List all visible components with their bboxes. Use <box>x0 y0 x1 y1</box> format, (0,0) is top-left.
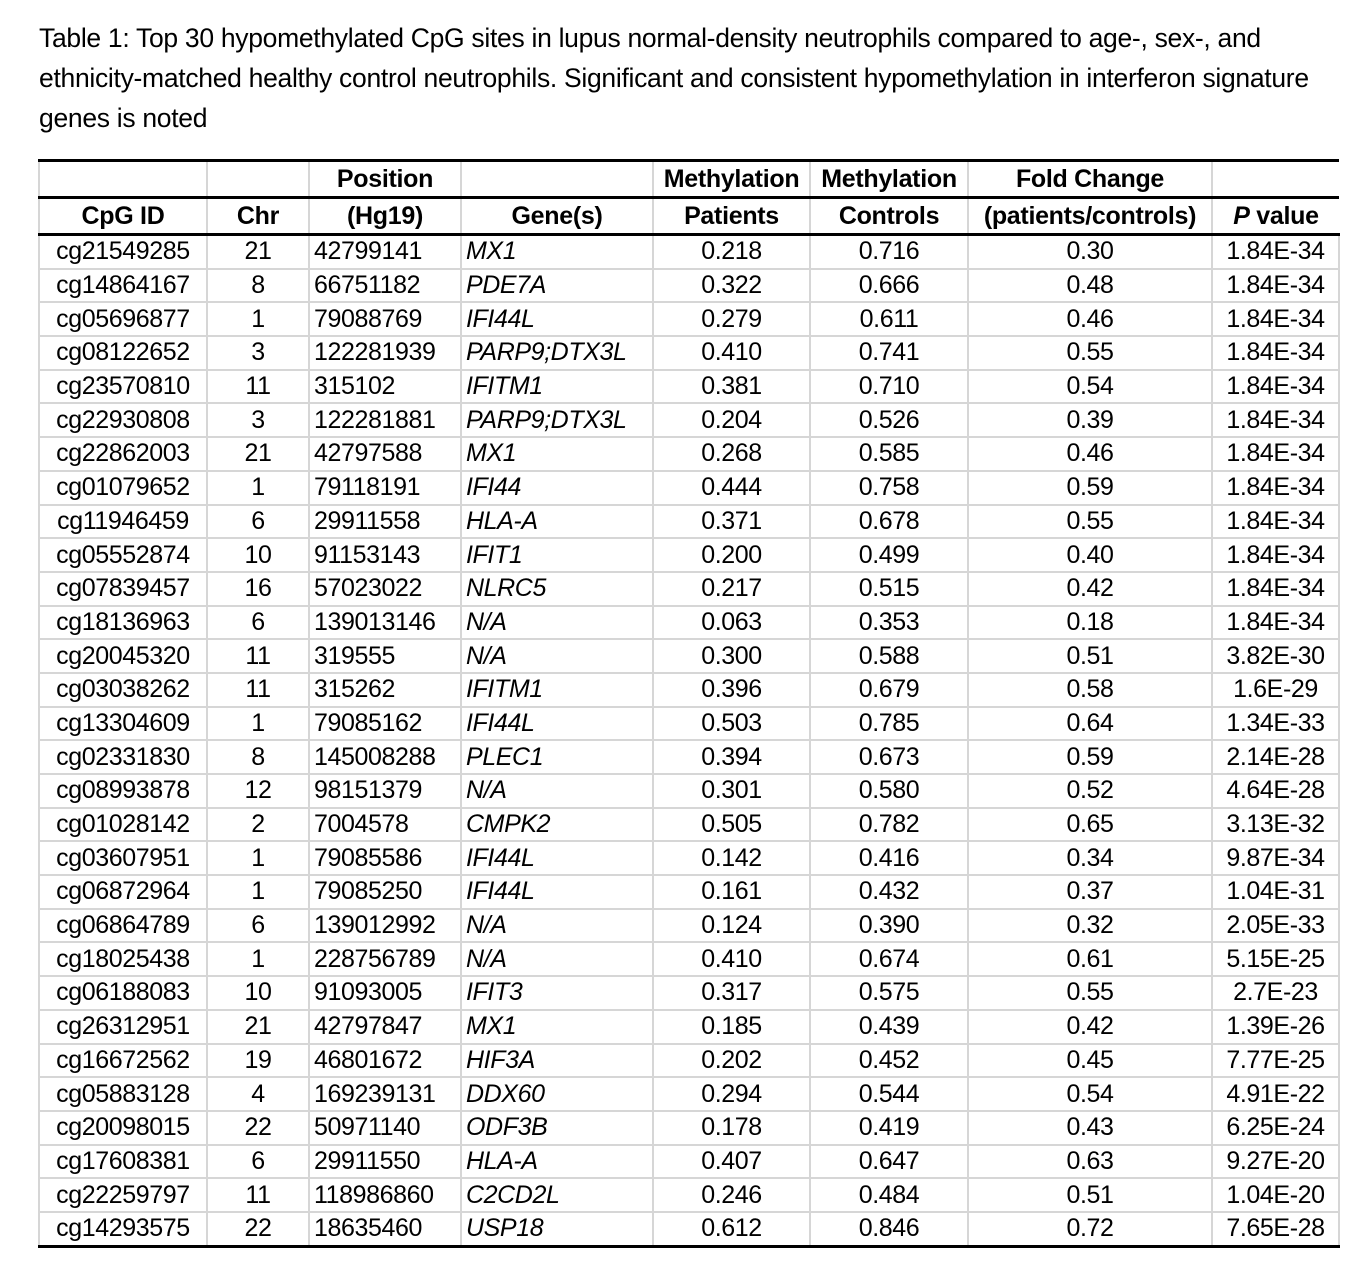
cell-genes: IFIT3 <box>461 976 653 1010</box>
cell-meth-patients: 0.200 <box>653 538 810 572</box>
header-genes: Gene(s) <box>461 198 653 235</box>
cell-meth-patients: 0.317 <box>653 976 810 1010</box>
cell-genes: MX1 <box>461 437 653 471</box>
cell-meth-patients: 0.322 <box>653 269 810 303</box>
cell-meth-controls: 0.647 <box>810 1145 968 1179</box>
cell-genes: NLRC5 <box>461 572 653 606</box>
cell-cpg-id: cg11946459 <box>39 505 207 539</box>
header-meth-patients-line2: Patients <box>653 198 810 235</box>
cell-cpg-id: cg06188083 <box>39 976 207 1010</box>
cell-fold-change: 0.59 <box>968 471 1212 505</box>
table-row <box>39 774 1339 808</box>
cell-cpg-id: cg08993878 <box>39 774 207 808</box>
table-row <box>39 740 1339 774</box>
cell-genes: IFI44L <box>461 875 653 909</box>
cell-chr: 21 <box>207 235 309 269</box>
cell-cpg-id: cg22862003 <box>39 437 207 471</box>
cell-chr: 3 <box>207 336 309 370</box>
cell-position: 42797847 <box>309 1010 461 1044</box>
cell-genes: PLEC1 <box>461 740 653 774</box>
cell-meth-controls: 0.674 <box>810 942 968 976</box>
cell-cpg-id: cg18136963 <box>39 606 207 640</box>
cell-genes: ODF3B <box>461 1111 653 1145</box>
cell-meth-controls: 0.741 <box>810 336 968 370</box>
table-row <box>39 471 1339 505</box>
cell-meth-controls: 0.666 <box>810 269 968 303</box>
cell-meth-patients: 0.407 <box>653 1145 810 1179</box>
cell-position: 42799141 <box>309 235 461 269</box>
cell-meth-controls: 0.611 <box>810 302 968 336</box>
cell-p-value: 1.84E-34 <box>1212 336 1339 370</box>
header-cpg-id: CpG ID <box>39 198 207 235</box>
cell-meth-patients: 0.444 <box>653 471 810 505</box>
header-p-value <box>1212 198 1339 235</box>
cell-genes: CMPK2 <box>461 808 653 842</box>
cell-cpg-id: cg05552874 <box>39 538 207 572</box>
cell-p-value: 4.91E-22 <box>1212 1077 1339 1111</box>
cell-cpg-id: cg18025438 <box>39 942 207 976</box>
cell-position: 79088769 <box>309 302 461 336</box>
cell-fold-change: 0.54 <box>968 1077 1212 1111</box>
cell-position: 79085586 <box>309 841 461 875</box>
cell-meth-patients: 0.178 <box>653 1111 810 1145</box>
cell-meth-patients: 0.396 <box>653 673 810 707</box>
cell-position: 29911558 <box>309 505 461 539</box>
cell-p-value: 1.6E-29 <box>1212 673 1339 707</box>
cell-meth-patients: 0.503 <box>653 707 810 741</box>
cell-meth-controls: 0.710 <box>810 370 968 404</box>
cell-p-value: 1.39E-26 <box>1212 1010 1339 1044</box>
header-fold-line2: (patients/controls) <box>968 198 1212 235</box>
header-genes-blank <box>461 161 653 198</box>
table-row <box>39 302 1339 336</box>
cell-fold-change: 0.46 <box>968 437 1212 471</box>
table-row <box>39 1010 1339 1044</box>
cell-p-value: 1.84E-34 <box>1212 269 1339 303</box>
cell-cpg-id: cg07839457 <box>39 572 207 606</box>
cell-cpg-id: cg03607951 <box>39 841 207 875</box>
cell-meth-controls: 0.526 <box>810 403 968 437</box>
cell-chr: 1 <box>207 942 309 976</box>
header-p-rest: value <box>1249 202 1319 230</box>
cell-meth-controls: 0.785 <box>810 707 968 741</box>
header-position-line2: (Hg19) <box>309 198 461 235</box>
cell-chr: 3 <box>207 403 309 437</box>
cell-meth-controls: 0.716 <box>810 235 968 269</box>
table-row <box>39 673 1339 707</box>
table-row <box>39 336 1339 370</box>
cell-fold-change: 0.61 <box>968 942 1212 976</box>
cell-meth-controls: 0.484 <box>810 1178 968 1212</box>
cell-fold-change: 0.64 <box>968 707 1212 741</box>
cell-cpg-id: cg17608381 <box>39 1145 207 1179</box>
table-caption: Table 1: Top 30 hypomethylated CpG sites in lupus normal-density neutrophils compared to age-, sex-, and ethnicity-matched healthy control neutrophils. Significant and consistent hypomethylation in interferon signature genes is noted <box>39 23 1309 133</box>
cell-fold-change: 0.37 <box>968 875 1212 909</box>
cell-p-value: 1.84E-34 <box>1212 403 1339 437</box>
header-fold-line1: Fold Change <box>968 161 1212 198</box>
cell-position: 122281881 <box>309 403 461 437</box>
cell-cpg-id: cg05883128 <box>39 1077 207 1111</box>
cell-p-value: 3.13E-32 <box>1212 808 1339 842</box>
cell-fold-change: 0.54 <box>968 370 1212 404</box>
cell-position: 228756789 <box>309 942 461 976</box>
table-row <box>39 808 1339 842</box>
cell-genes: N/A <box>461 606 653 640</box>
cell-p-value: 2.7E-23 <box>1212 976 1339 1010</box>
cell-p-value: 3.82E-30 <box>1212 639 1339 673</box>
table-row <box>39 1212 1339 1246</box>
cell-position: 42797588 <box>309 437 461 471</box>
table-row <box>39 942 1339 976</box>
cell-meth-controls: 0.432 <box>810 875 968 909</box>
header-meth-controls-line2: Controls <box>810 198 968 235</box>
table-row <box>39 269 1339 303</box>
cell-cpg-id: cg20098015 <box>39 1111 207 1145</box>
cell-chr: 6 <box>207 1145 309 1179</box>
cell-position: 315262 <box>309 673 461 707</box>
cell-fold-change: 0.18 <box>968 606 1212 640</box>
cell-genes: N/A <box>461 639 653 673</box>
cell-meth-patients: 0.268 <box>653 437 810 471</box>
header-meth-controls-line1: Methylation <box>810 161 968 198</box>
table-row <box>39 538 1339 572</box>
table-row <box>39 235 1339 269</box>
table-row <box>39 707 1339 741</box>
cell-genes: MX1 <box>461 235 653 269</box>
cell-p-value: 6.25E-24 <box>1212 1111 1339 1145</box>
cell-meth-patients: 0.202 <box>653 1044 810 1078</box>
cell-meth-patients: 0.185 <box>653 1010 810 1044</box>
cell-position: 91093005 <box>309 976 461 1010</box>
cell-meth-patients: 0.218 <box>653 235 810 269</box>
cell-fold-change: 0.52 <box>968 774 1212 808</box>
cell-genes: USP18 <box>461 1212 653 1246</box>
table-row <box>39 1111 1339 1145</box>
cell-p-value: 2.05E-33 <box>1212 909 1339 943</box>
cell-meth-controls: 0.679 <box>810 673 968 707</box>
cell-p-value: 1.84E-34 <box>1212 471 1339 505</box>
cell-p-value: 5.15E-25 <box>1212 942 1339 976</box>
cell-genes: PARP9;DTX3L <box>461 403 653 437</box>
table-header <box>39 161 1339 235</box>
cell-chr: 6 <box>207 505 309 539</box>
cell-genes: HLA-A <box>461 1145 653 1179</box>
cell-genes: HLA-A <box>461 505 653 539</box>
cell-genes: IFI44 <box>461 471 653 505</box>
cell-chr: 1 <box>207 471 309 505</box>
cell-fold-change: 0.46 <box>968 302 1212 336</box>
table-row <box>39 1044 1339 1078</box>
cell-chr: 11 <box>207 1178 309 1212</box>
cell-position: 50971140 <box>309 1111 461 1145</box>
cell-fold-change: 0.51 <box>968 639 1212 673</box>
cell-position: 98151379 <box>309 774 461 808</box>
cell-p-value: 1.34E-33 <box>1212 707 1339 741</box>
cell-p-value: 1.84E-34 <box>1212 505 1339 539</box>
cell-position: 122281939 <box>309 336 461 370</box>
cell-genes: IFI44L <box>461 302 653 336</box>
cell-chr: 1 <box>207 302 309 336</box>
cell-p-value: 1.84E-34 <box>1212 235 1339 269</box>
cell-fold-change: 0.58 <box>968 673 1212 707</box>
header-chr-blank <box>207 161 309 198</box>
cell-meth-controls: 0.452 <box>810 1044 968 1078</box>
table-row <box>39 437 1339 471</box>
cell-chr: 19 <box>207 1044 309 1078</box>
cell-cpg-id: cg14864167 <box>39 269 207 303</box>
table-row <box>39 505 1339 539</box>
cell-position: 91153143 <box>309 538 461 572</box>
cell-meth-patients: 0.505 <box>653 808 810 842</box>
cell-meth-controls: 0.390 <box>810 909 968 943</box>
cell-genes: C2CD2L <box>461 1178 653 1212</box>
cell-cpg-id: cg21549285 <box>39 235 207 269</box>
table-row <box>39 841 1339 875</box>
table-row <box>39 572 1339 606</box>
table-row <box>39 639 1339 673</box>
table-row <box>39 370 1339 404</box>
cell-p-value: 2.14E-28 <box>1212 740 1339 774</box>
cell-cpg-id: cg23570810 <box>39 370 207 404</box>
cell-chr: 10 <box>207 538 309 572</box>
cell-cpg-id: cg14293575 <box>39 1212 207 1246</box>
cell-fold-change: 0.34 <box>968 841 1212 875</box>
cell-cpg-id: cg01079652 <box>39 471 207 505</box>
cell-cpg-id: cg08122652 <box>39 336 207 370</box>
cell-cpg-id: cg02331830 <box>39 740 207 774</box>
cell-genes: MX1 <box>461 1010 653 1044</box>
cell-chr: 11 <box>207 673 309 707</box>
cell-meth-controls: 0.846 <box>810 1212 968 1246</box>
cell-meth-controls: 0.515 <box>810 572 968 606</box>
cell-meth-controls: 0.585 <box>810 437 968 471</box>
header-p-blank <box>1212 161 1339 198</box>
cell-genes: DDX60 <box>461 1077 653 1111</box>
cell-fold-change: 0.55 <box>968 505 1212 539</box>
cell-p-value: 4.64E-28 <box>1212 774 1339 808</box>
cell-position: 79118191 <box>309 471 461 505</box>
cell-meth-controls: 0.678 <box>810 505 968 539</box>
cell-p-value: 1.84E-34 <box>1212 437 1339 471</box>
cell-meth-controls: 0.673 <box>810 740 968 774</box>
cell-position: 169239131 <box>309 1077 461 1111</box>
cell-meth-patients: 0.279 <box>653 302 810 336</box>
cell-genes: IFI44L <box>461 707 653 741</box>
cell-meth-patients: 0.294 <box>653 1077 810 1111</box>
cell-fold-change: 0.55 <box>968 336 1212 370</box>
cell-cpg-id: cg03038262 <box>39 673 207 707</box>
methylation-table <box>38 159 1340 1248</box>
cell-cpg-id: cg05696877 <box>39 302 207 336</box>
table-row <box>39 875 1339 909</box>
cell-p-value: 1.84E-34 <box>1212 572 1339 606</box>
cell-p-value: 9.27E-20 <box>1212 1145 1339 1179</box>
cell-position: 18635460 <box>309 1212 461 1246</box>
cell-p-value: 1.04E-31 <box>1212 875 1339 909</box>
cell-p-value: 1.84E-34 <box>1212 538 1339 572</box>
cell-chr: 22 <box>207 1212 309 1246</box>
cell-cpg-id: cg26312951 <box>39 1010 207 1044</box>
cell-p-value: 9.87E-34 <box>1212 841 1339 875</box>
cell-meth-controls: 0.353 <box>810 606 968 640</box>
cell-genes: IFIT1 <box>461 538 653 572</box>
cell-position: 79085250 <box>309 875 461 909</box>
cell-fold-change: 0.51 <box>968 1178 1212 1212</box>
cell-genes: N/A <box>461 774 653 808</box>
table-row <box>39 909 1339 943</box>
cell-cpg-id: cg22930808 <box>39 403 207 437</box>
cell-position: 46801672 <box>309 1044 461 1078</box>
cell-meth-patients: 0.124 <box>653 909 810 943</box>
cell-meth-patients: 0.381 <box>653 370 810 404</box>
cell-meth-patients: 0.301 <box>653 774 810 808</box>
cell-genes: PARP9;DTX3L <box>461 336 653 370</box>
header-chr: Chr <box>207 198 309 235</box>
cell-p-value: 1.84E-34 <box>1212 606 1339 640</box>
cell-meth-controls: 0.499 <box>810 538 968 572</box>
cell-meth-patients: 0.371 <box>653 505 810 539</box>
cell-meth-patients: 0.410 <box>653 942 810 976</box>
cell-chr: 6 <box>207 909 309 943</box>
cell-position: 66751182 <box>309 269 461 303</box>
cell-meth-controls: 0.419 <box>810 1111 968 1145</box>
cell-cpg-id: cg06864789 <box>39 909 207 943</box>
cell-chr: 21 <box>207 437 309 471</box>
cell-position: 57023022 <box>309 572 461 606</box>
cell-p-value: 1.84E-34 <box>1212 302 1339 336</box>
header-meth-patients-line1: Methylation <box>653 161 810 198</box>
cell-fold-change: 0.55 <box>968 976 1212 1010</box>
cell-chr: 6 <box>207 606 309 640</box>
cell-fold-change: 0.63 <box>968 1145 1212 1179</box>
cell-chr: 1 <box>207 875 309 909</box>
cell-chr: 11 <box>207 370 309 404</box>
cell-position: 118986860 <box>309 1178 461 1212</box>
cell-position: 145008288 <box>309 740 461 774</box>
cell-chr: 22 <box>207 1111 309 1145</box>
cell-chr: 1 <box>207 841 309 875</box>
cell-meth-patients: 0.217 <box>653 572 810 606</box>
cell-genes: IFITM1 <box>461 673 653 707</box>
cell-fold-change: 0.43 <box>968 1111 1212 1145</box>
cell-fold-change: 0.32 <box>968 909 1212 943</box>
cell-chr: 1 <box>207 707 309 741</box>
cell-fold-change: 0.42 <box>968 572 1212 606</box>
cell-meth-controls: 0.580 <box>810 774 968 808</box>
cell-fold-change: 0.59 <box>968 740 1212 774</box>
cell-chr: 4 <box>207 1077 309 1111</box>
cell-fold-change: 0.30 <box>968 235 1212 269</box>
cell-meth-controls: 0.758 <box>810 471 968 505</box>
table-row <box>39 1077 1339 1111</box>
cell-position: 7004578 <box>309 808 461 842</box>
cell-fold-change: 0.39 <box>968 403 1212 437</box>
table-row <box>39 1145 1339 1179</box>
cell-meth-patients: 0.142 <box>653 841 810 875</box>
cell-cpg-id: cg20045320 <box>39 639 207 673</box>
table-row <box>39 976 1339 1010</box>
table-row <box>39 403 1339 437</box>
cell-meth-controls: 0.416 <box>810 841 968 875</box>
cell-chr: 8 <box>207 269 309 303</box>
cell-fold-change: 0.42 <box>968 1010 1212 1044</box>
cell-meth-controls: 0.575 <box>810 976 968 1010</box>
cell-fold-change: 0.45 <box>968 1044 1212 1078</box>
cell-meth-patients: 0.161 <box>653 875 810 909</box>
cell-meth-patients: 0.300 <box>653 639 810 673</box>
cell-genes: IFITM1 <box>461 370 653 404</box>
cell-chr: 21 <box>207 1010 309 1044</box>
cell-cpg-id: cg06872964 <box>39 875 207 909</box>
cell-meth-patients: 0.410 <box>653 336 810 370</box>
cell-chr: 2 <box>207 808 309 842</box>
cell-chr: 8 <box>207 740 309 774</box>
cell-fold-change: 0.65 <box>968 808 1212 842</box>
header-position-line1: Position <box>309 161 461 198</box>
cell-cpg-id: cg16672562 <box>39 1044 207 1078</box>
cell-fold-change: 0.48 <box>968 269 1212 303</box>
cell-meth-patients: 0.612 <box>653 1212 810 1246</box>
cell-chr: 12 <box>207 774 309 808</box>
cell-meth-controls: 0.544 <box>810 1077 968 1111</box>
cell-cpg-id: cg01028142 <box>39 808 207 842</box>
cell-meth-patients: 0.246 <box>653 1178 810 1212</box>
cell-fold-change: 0.40 <box>968 538 1212 572</box>
cell-genes: PDE7A <box>461 269 653 303</box>
cell-chr: 16 <box>207 572 309 606</box>
cell-genes: IFI44L <box>461 841 653 875</box>
cell-cpg-id: cg22259797 <box>39 1178 207 1212</box>
cell-position: 79085162 <box>309 707 461 741</box>
cell-position: 139013146 <box>309 606 461 640</box>
cell-meth-patients: 0.204 <box>653 403 810 437</box>
cell-chr: 10 <box>207 976 309 1010</box>
cell-genes: N/A <box>461 942 653 976</box>
cell-p-value: 1.04E-20 <box>1212 1178 1339 1212</box>
header-p-italic: P <box>1233 202 1250 230</box>
header-cpg-blank <box>39 161 207 198</box>
cell-position: 29911550 <box>309 1145 461 1179</box>
cell-genes: HIF3A <box>461 1044 653 1078</box>
table-body <box>39 235 1339 1247</box>
cell-position: 315102 <box>309 370 461 404</box>
table-row <box>39 606 1339 640</box>
cell-p-value: 7.77E-25 <box>1212 1044 1339 1078</box>
cell-meth-controls: 0.588 <box>810 639 968 673</box>
table-row <box>39 1178 1339 1212</box>
cell-fold-change: 0.72 <box>968 1212 1212 1246</box>
cell-position: 319555 <box>309 639 461 673</box>
cell-genes: N/A <box>461 909 653 943</box>
cell-position: 139012992 <box>309 909 461 943</box>
cell-meth-patients: 0.394 <box>653 740 810 774</box>
cell-p-value: 1.84E-34 <box>1212 370 1339 404</box>
cell-meth-controls: 0.782 <box>810 808 968 842</box>
cell-meth-controls: 0.439 <box>810 1010 968 1044</box>
cell-meth-patients: 0.063 <box>653 606 810 640</box>
cell-cpg-id: cg13304609 <box>39 707 207 741</box>
cell-p-value: 7.65E-28 <box>1212 1212 1339 1246</box>
cell-chr: 11 <box>207 639 309 673</box>
